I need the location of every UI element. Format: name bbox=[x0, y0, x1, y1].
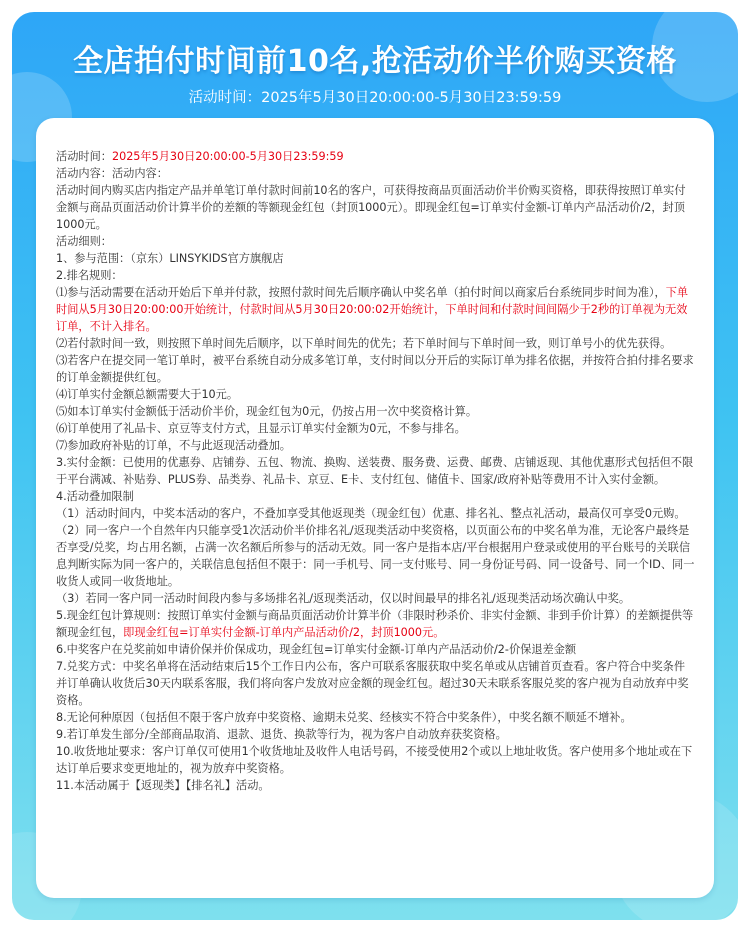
activity-time-subtitle: 活动时间：2025年5月30日20:00:00-5月30日23:59:59 bbox=[188, 90, 562, 106]
rule-cash bbox=[56, 607, 696, 641]
rule-content-intro: 活动内容：活动内容： bbox=[56, 167, 168, 180]
rule-time-value: 2025年5月30日20:00:00-5月30日23:59:59 bbox=[111, 150, 344, 163]
rule-ranking-3: ⑶若客户在提交同一笔订单时，被平台系统自动分成多笔订单，支付时间以分开后的实际订单为排名依据，并按符合拍付排名要求的订单金额提供红包。 bbox=[56, 354, 694, 384]
rule-stack-1: （1）活动时间内，中奖本活动的客户，不叠加享受其他返现类（现金红包）优惠、排名礼、整点礼活动，最高仅可享受0元购。 bbox=[56, 507, 686, 520]
rule-category: 11.本活动属于【返现类】【排名礼】活动。 bbox=[56, 779, 270, 792]
page-title: 全店拍付时间前10名,抢活动价半价购买资格 bbox=[73, 44, 677, 79]
promo-banner bbox=[12, 12, 738, 920]
rule-ranking-6: ⑹订单使用了礼品卡、京豆等支付方式，且显示订单实付金额为0元，不参与排名。 bbox=[56, 422, 466, 435]
rule-address: 10.收货地址要求：客户订单仅可使用1个收货地址及收件人电话号码，不接受使用2个或以上地址收货。客户使用多个地址或在下达订单后要求变更地址的，视为放弃中奖资格。 bbox=[56, 745, 693, 775]
rule-ranking-5: ⑸如本订单实付金额低于活动价半价，现金红包为0元，仍按占用一次中奖资格计算。 bbox=[56, 405, 478, 418]
rule-cancel: 9.若订单发生部分/全部商品取消、退款、退货、换款等行为，视为客户自动放弃获奖资格。 bbox=[56, 728, 507, 741]
rule-stack-3: （3）若同一客户同一活动时间段内参与多场排名礼/返现类活动，仅以时间最早的排名礼/返现类活动场次确认中奖。 bbox=[56, 592, 631, 605]
rule-cash-text: 5.现金红包计算规则：按照订单实付金额与商品页面活动价计算半价（非限时秒杀价、非实付金额、非到手价计算）的差额提供等额现金红包， bbox=[56, 609, 694, 639]
rule-time bbox=[56, 148, 696, 165]
rules-text bbox=[56, 148, 696, 794]
rule-ranking-1-highlight: 下单时间从5月30日20:00:00开始统计，付款时间从5月30日20:00:02开始统计，下单时间和付款时间间隔少于2秒的订单视为无效订单，不计入排名。 bbox=[56, 286, 689, 333]
rule-ranking-7: ⑺参加政府补贴的订单，不与此返现活动叠加。 bbox=[56, 439, 291, 452]
rule-ranking-1-text: ⑴参与活动需要在活动开始后下单并付款，按照付款时间先后顺序确认中奖名单（拍付时间以商家后台系统同步时间为准）， bbox=[56, 286, 666, 299]
rule-redeem: 7.兑奖方式：中奖名单将在活动结束后15个工作日内公布，客户可联系客服获取中奖名单或从店铺首页查看。客户符合中奖条件并订单确认收货后30天内联系客服，我们将向客户发放对应金额的现金红包。超过30天未联系客服兑奖的客户视为自动放弃中奖资格。 bbox=[56, 660, 689, 707]
rule-scope: 1、参与范围：（京东）LINSYKIDS官方旗舰店 bbox=[56, 252, 284, 265]
rule-ranking-4: ⑷订单实付金额总额需要大于10元。 bbox=[56, 388, 239, 401]
rule-time-label: 活动时间： bbox=[56, 150, 112, 163]
rule-content-body: 活动时间内购买店内指定产品并单笔订单付款时间前10名的客户，可获得按商品页面活动价半价购买资格，即获得按照订单实付金额与商品页面活动价计算半价的差额的等额现金红包（封顶1000元）。即现金红包=订单实付金额-订单内产品活动价/2，封顶1000元。 bbox=[56, 184, 686, 231]
rules-card bbox=[36, 118, 714, 898]
rule-cash-highlight: 即现金红包=订单实付金额-订单内产品活动价/2，封顶1000元。 bbox=[123, 626, 445, 639]
rule-ranking-1 bbox=[56, 284, 696, 335]
rule-abandon: 8.无论何种原因（包括但不限于客户放弃中奖资格、逾期未兑奖、经核实不符合中奖条件），中奖名额不顺延不增补。 bbox=[56, 711, 632, 724]
rule-refund: 6.中奖客户在兑奖前如申请价保并价保成功，现金红包=订单实付金额-订单内产品活动价/2-价保退差金额 bbox=[56, 643, 577, 656]
rule-stack-2: （2）同一客户一个自然年内只能享受1次活动价半价排名礼/返现类活动中奖资格，以页面公布的中奖名单为准，无论客户最终是否享受/兑奖，均占用名额，占满一次名额后所参与的活动无效。同一客户是指本店/平台根据用户登录或使用的平台账号的关联信息判断实际为同一客户的，关联信息包括但不限于：同一手机号、同一支付账号、同一身份证号码、同一设备号、同一个ID、同一收货人或同一收货地址。 bbox=[56, 524, 695, 588]
rule-ranking-2: ⑵若付款时间一致，则按照下单时间先后顺序，以下单时间先的优先；若下单时间与下单时间一致，则订单号小的优先获得。 bbox=[56, 337, 672, 350]
rule-ranking-label: 2.排名规则： bbox=[56, 269, 123, 282]
rule-stack-label: 4.活动叠加限制 bbox=[56, 490, 134, 503]
rule-actual-pay: 3.实付金额：已使用的优惠券、店铺券、五包、物流、换购、送装费、服务费、运费、邮费、店铺返现、其他优惠形式包括但不限于平台满减、补贴券、PLUS券、品类券、礼品卡、京豆、E卡、支付红包、储值卡、国家/政府补贴等费用不计入实付金额。 bbox=[56, 456, 694, 486]
rule-details-label: 活动细则： bbox=[56, 235, 112, 248]
